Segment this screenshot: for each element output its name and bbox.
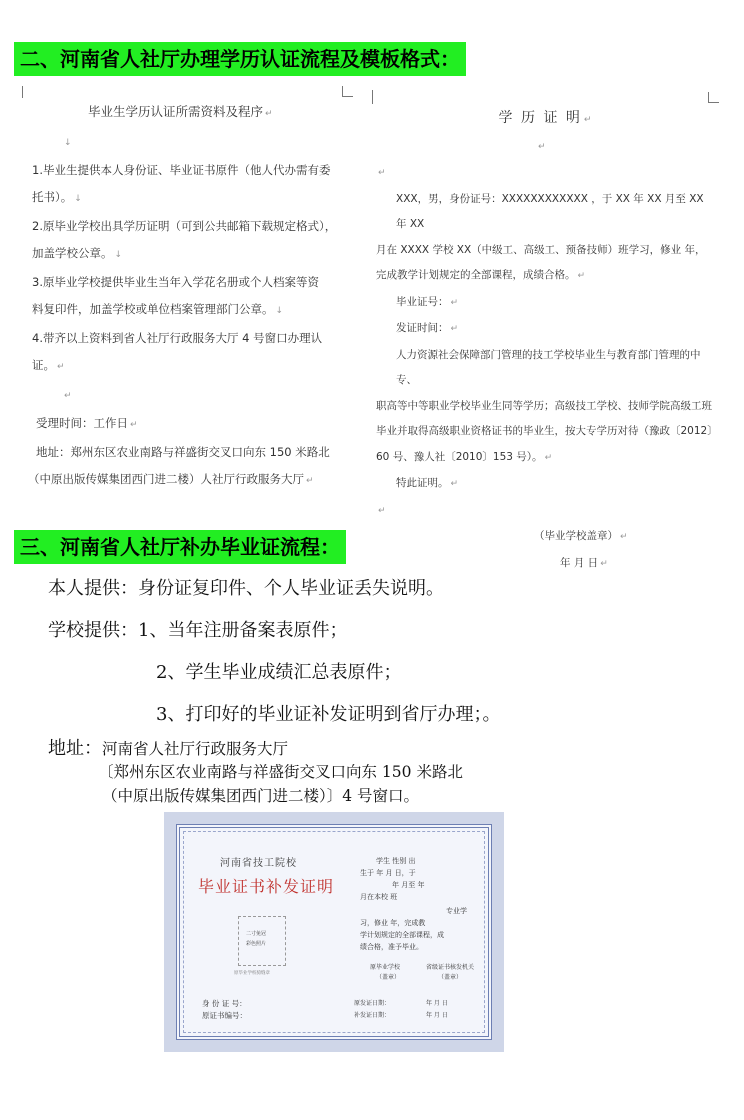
- right-issue-time: 发证时间： ↵: [396, 322, 459, 334]
- address-label: 地址：: [48, 738, 102, 759]
- cert-photo-stamp: 原毕业学校骑缝章: [234, 971, 270, 976]
- right-doc-title: 学 历 证 明 ↵: [498, 110, 594, 126]
- right-doc-title-text: 学 历 证 明: [498, 110, 582, 126]
- address-line-3: （中原出版传媒集团西门进二楼）〕4 号窗口。: [102, 787, 420, 805]
- cert-no-label: 原证书编号：: [202, 1011, 247, 1020]
- right-policy-2: 职高等中等职业学校毕业生同等学历；高级技工学校、技师学院高级工班: [376, 399, 712, 412]
- cert-r2: 生于 年 月 日，于: [360, 869, 416, 877]
- address-text: 河南省人社厅行政服务大厅: [102, 740, 289, 758]
- address-line-1: [48, 734, 288, 760]
- right-policy-1: 人力资源社会保障部门管理的技工学校毕业生与教育部门管理的中专、: [396, 348, 701, 386]
- right-seal: （毕业学校盖章） ↵: [534, 530, 628, 542]
- right-line-3: 完成教学计划规定的全部课程，成绩合格。 ↵: [376, 269, 586, 281]
- left-item-4b: 证。 ↵: [32, 358, 65, 372]
- left-item-2b-text: 加盖学校公章。: [32, 246, 113, 260]
- corner-mark: [342, 86, 353, 97]
- right-document: 学 历 证 明 ↵ ↵ ↵ XXX，男，身份证号：XXXXXXXXXXXX ，于 XX 年 XX 月至 XX 年 XX 月在 XXXX 学校 XX（中级工、高级工、预备技师）班学习，修业 年， 完成教学计划规定的全部课程，成绩合格。 ↵ 毕业证号： ↵ 发证时间： ↵ 人力资源社会保障部门管理的技工学校毕业生与教育部门管理的中专、 职高等中等职业学校毕业生同等学历；高级技工学校、技师学院高级工班 毕业并取得高级职业资格证书的毕业生，按大专学历对待（豫政〔2012〕 60 号、豫人社〔2010〕153 号）。 ↵ 特此证明。 ↵ ↵ （毕业学校盖章） ↵ 年 月 日 ↵: [376, 106, 716, 577]
- cert-sign-office-seal: （盖章）: [438, 974, 463, 981]
- right-policy-3: 毕业并取得高级职业资格证书的毕业生，按大专学历对待（豫政〔2012〕: [376, 425, 718, 437]
- corner-mark: [372, 90, 383, 104]
- left-item-1b-text: 托书）。: [32, 190, 73, 204]
- left-item-1a: 1.毕业生提供本人身份证、毕业证书原件（他人代办需有委: [32, 163, 331, 177]
- right-line-3-text: 完成教学计划规定的全部课程，成绩合格。: [376, 269, 576, 281]
- left-item-2a: 2.原毕业学校出具学历证明（可到公共邮箱下载规定格式），: [32, 219, 337, 233]
- right-policy-4: 60 号、豫人社〔2010〕153 号）。 ↵: [376, 450, 553, 463]
- certificate-photo: [164, 812, 504, 1052]
- right-line-1: XXX，男，身份证号：XXXXXXXXXXXX ，于 XX 年 XX 月至 XX 年 XX: [396, 192, 704, 230]
- left-doc-title: 毕业生学历认证所需资料及程序 ↵: [88, 104, 273, 119]
- cert-sign-office: 省级证书核发机关: [426, 964, 475, 971]
- address-line-2: 〔郑州东区农业南路与祥盛街交叉口向东 150 米路北: [98, 763, 463, 781]
- cert-ymd-2: 年 月 日: [426, 1012, 448, 1019]
- section2-title: 二、河南省人社厅办理学历认证流程及模板格式：: [14, 42, 466, 76]
- school-provide-2: 2、学生毕业成绩汇总表原件；: [156, 662, 402, 683]
- cert-sign-school: 原毕业学校: [370, 964, 401, 971]
- corner-mark: [708, 92, 719, 103]
- left-address-1: 地址：郑州东区农业南路与祥盛街交叉口向东 150 米路北: [36, 445, 330, 459]
- left-address-2: （中原出版传媒集团西门进二楼）人社厅行政服务大厅 ↵: [28, 472, 314, 486]
- cert-r1: 学生 性别 出: [376, 857, 416, 865]
- left-time-text: 受理时间：工作日: [36, 416, 128, 430]
- school-provide-3: 3、打印好的毕业证补发证明到省厅办理；。: [156, 704, 501, 725]
- right-cert-no: 毕业证号： ↵: [396, 295, 459, 308]
- left-document: 毕业生学历认证所需资料及程序 ↵ ↓ 1.毕业生提供本人身份证、毕业证书原件（他人代办需有委 托书）。 ↓ 2.原毕业学校出具学历证明（可到公共邮箱下载规定格式）， 加盖学校公章。 ↓ 3.原毕业学校提供毕业生当年入学花名册或个人档案等资 料复印件，加盖学校或单位档案管理部门公章。 ↓ 4.带齐以上资料到省人社厅行政服务大厅 4 号窗口办理认 证。 ↵ ↵ 受理时间：工作日 ↵ 地址：郑州东区农业南路与祥盛街交叉口向东 150 米路北 （中原出版传媒集团西门进二楼）人社厅行政服务大厅 ↵: [32, 98, 352, 495]
- personal-provide: 本人提供：身份证复印件、个人毕业证丢失说明。: [48, 578, 444, 599]
- right-line-2: 月在 XXXX 学校 XX（中级工、高级工、预备技师）班学习，修业 年，: [376, 243, 706, 256]
- right-special: 特此证明。 ↵: [396, 477, 459, 489]
- left-item-4a: 4.带齐以上资料到省人社厅行政服务大厅 4 号窗口办理认: [32, 331, 323, 345]
- cert-photo-1: 二寸免冠: [246, 931, 267, 937]
- cert-r5: 专业学: [446, 907, 467, 915]
- corner-mark: [22, 86, 33, 98]
- left-item-4b-text: 证。: [32, 358, 55, 372]
- cert-r8: 绩合格，准予毕业。: [360, 943, 423, 951]
- school-provide: 学校提供：1、当年注册备案表原件；: [48, 620, 348, 641]
- cert-id-label: 身 份 证 号：: [202, 999, 247, 1008]
- cert-title: 毕业证书补发证明: [198, 877, 335, 896]
- cert-r3: 年 月至 年: [392, 881, 425, 889]
- left-item-3a: 3.原毕业学校提供毕业生当年入学花名册或个人档案等资: [32, 275, 319, 289]
- cert-r7: 学计划规定的全部课程，成: [360, 931, 444, 939]
- left-item-2b: 加盖学校公章。 ↓: [32, 246, 123, 260]
- cert-issue-date: 原发证日期：: [354, 1000, 391, 1007]
- cert-reissue-date: 补发证日期：: [354, 1012, 391, 1019]
- cert-r4: 月在本校 班: [360, 893, 398, 901]
- cert-ymd-1: 年 月 日: [426, 1000, 448, 1007]
- section3-title: 三、河南省人社厅补办毕业证流程：: [14, 530, 346, 564]
- left-item-1b: 托书）。 ↓: [32, 190, 82, 204]
- right-issue-time-text: 发证时间：: [396, 322, 449, 334]
- right-seal-text: （毕业学校盖章）: [534, 530, 618, 542]
- right-special-text: 特此证明。: [396, 477, 449, 489]
- left-time: 受理时间：工作日 ↵: [36, 416, 138, 430]
- left-doc-title-text: 毕业生学历认证所需资料及程序: [88, 104, 264, 119]
- left-address-2-text: （中原出版传媒集团西门进二楼）人社厅行政服务大厅: [28, 472, 304, 486]
- cert-photo-2: 彩色照片: [246, 941, 267, 947]
- right-policy-4-text: 60 号、豫人社〔2010〕153 号）。: [376, 450, 543, 463]
- cert-sign-school-seal: （盖章）: [376, 974, 401, 981]
- right-date: 年 月 日 ↵: [560, 556, 608, 569]
- cert-school-name: 河南省技工院校: [220, 858, 297, 869]
- left-item-3b-text: 料复印件，加盖学校或单位档案管理部门公章。: [32, 302, 274, 316]
- right-date-text: 年 月 日: [560, 556, 599, 569]
- right-cert-no-text: 毕业证号：: [396, 295, 449, 308]
- cert-r6: 习，修业 年，完成教: [360, 919, 426, 927]
- left-item-3b: 料复印件，加盖学校或单位档案管理部门公章。 ↓: [32, 302, 284, 316]
